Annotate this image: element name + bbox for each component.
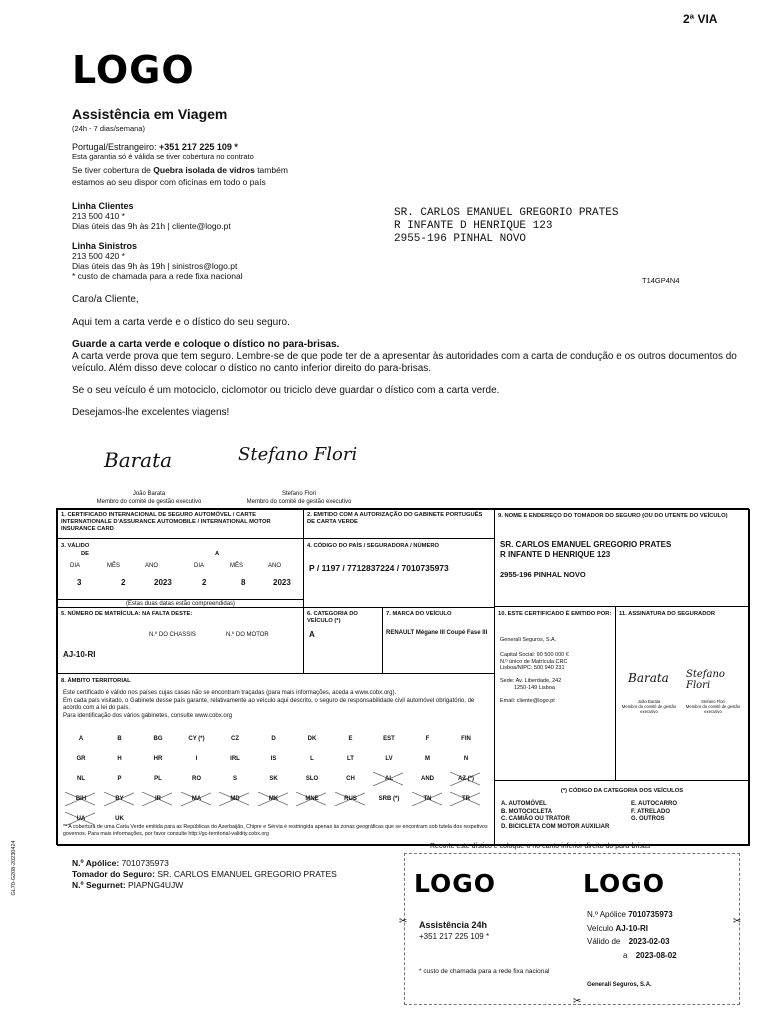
segurnet-label: N.º Segurnet: [72, 880, 126, 890]
insurer-signatory-1 [618, 699, 680, 714]
box-6-label: 6. CATEGORIA DO VEÍCULO (*) [307, 611, 358, 624]
card-box-3 [57, 538, 304, 608]
glass-bold: Quebra isolada de vidros [153, 165, 255, 175]
country-code: MNE [305, 796, 319, 802]
assistance-hours: (24h - 7 dias/semana) [72, 124, 145, 133]
to-day-label: DIA [194, 563, 205, 569]
country-code: H [117, 756, 122, 762]
country-code: LT [347, 756, 354, 762]
category-c: C. CAMIÃO OU TRATOR [501, 816, 570, 822]
assistance-phone-line [72, 142, 392, 152]
valid-to-label: A [215, 551, 220, 557]
card-box-8 [57, 673, 495, 846]
categories-title: (*) CÓDIGO DA CATEGORIA DOS VEÍCULOS [560, 788, 684, 794]
from-day: 3 [77, 578, 82, 587]
country-code: SRB (*) [378, 796, 400, 802]
holder-postal: 2955-196 PINHAL NOVO [500, 570, 586, 579]
holder-name: SR. CARLOS EMANUEL GREGORIO PRATES [500, 540, 672, 549]
country-code: SLO [305, 776, 319, 782]
issuer-seat-2: 1250-149 Lisboa [514, 684, 555, 691]
issuer-capital: Capital Social: 90 500 000 € [500, 651, 569, 658]
claims-footnote: * custo de chamada para a rede fixa nacional [72, 271, 243, 281]
category-b: B. MOTOCICLETA [501, 808, 553, 815]
country-code: CH [346, 776, 355, 782]
country-code: L [310, 756, 314, 762]
country-code: DK [307, 736, 317, 742]
insurer-signature-1: Barata [628, 671, 669, 685]
insurer-signature-2: Stefano Flori [686, 669, 725, 691]
signatory-1-name: João Barata [132, 491, 166, 497]
category-e: E. AUTOCARRO [631, 801, 678, 807]
sticker-valid-line [587, 935, 677, 949]
issuer-seat-1: Sede: Av. Liberdade, 242 [500, 678, 562, 685]
glass-pre: Se tiver cobertura de [72, 165, 154, 175]
country-code: RUS [344, 796, 357, 802]
sticker-logo-right: LOGO [583, 869, 666, 898]
country-code: A [78, 736, 84, 742]
box-11-label: 11. ASSINATURA DO SEGURADOR [619, 611, 716, 617]
sticker-logo-left: LOGO [414, 869, 497, 898]
clients-line-title: Linha Clientes [72, 201, 134, 211]
claims-line-phone: 213 500 420 * [72, 251, 125, 261]
country-code: BIH [75, 796, 87, 802]
signatory-1 [84, 491, 214, 506]
category-a: A. AUTOMÓVEL [501, 801, 547, 807]
issuer-email: Email: cliente@logo.pt [500, 697, 555, 704]
clients-line-hours: Dias úteis das 9h às 21h | cliente@logo.pt [72, 221, 231, 231]
issuer-nipc: Lisboa/NIPC: 500 940 231 [500, 665, 565, 672]
to-year-label: ANO [268, 563, 282, 569]
recipient-street: R INFANTE D HENRIQUE 123 [394, 220, 553, 232]
holder-line [72, 869, 337, 880]
from-month-label: MÊS [107, 563, 121, 569]
country-code: CZ [231, 736, 239, 742]
box-4-label: 4. CÓDIGO DO PAÍS / SEGURADORA / NÚMERO [307, 543, 440, 549]
sticker-valid-label: Válido de [587, 937, 621, 946]
cut-note: Recorte este dístico e coloque-o no canto inferior direito do para-brisas [430, 843, 651, 850]
card-box-6 [303, 607, 383, 674]
sticker-policy-line [587, 908, 677, 922]
box-7-label: 7. MARCA DO VEÍCULO [386, 611, 452, 617]
issuer-name: Generali Seguros, S.A. [500, 637, 557, 643]
holder-label: Tomador do Seguro: [72, 869, 155, 879]
scissors-icon-bottom: ✂ [573, 996, 582, 1007]
recipient-postal-line [394, 233, 618, 246]
country-code: IR [155, 796, 161, 802]
segurnet-value: PIAPNG4UJW [128, 880, 184, 890]
recipient-address [394, 207, 618, 246]
glass-line-2: estamos ao seu dispor com oficinas em todo o país [72, 177, 266, 187]
country-code: EST [383, 736, 395, 742]
country-code: F [425, 736, 430, 742]
policy-line [72, 858, 337, 869]
holder-value: SR. CARLOS EMANUEL GREGORIO PRATES [157, 869, 337, 879]
signature-barata: Barata [104, 448, 173, 472]
box-3-label: 3. VÁLIDO [61, 543, 90, 549]
country-code: P [117, 776, 122, 782]
card-box-4 [303, 538, 495, 608]
signatory-1-role: Membro do comité de gestão executivo [96, 498, 202, 505]
signature-flori: Stefano Flori [238, 444, 358, 465]
country-code: NL [77, 776, 85, 782]
holder-street: R INFANTE D HENRIQUE 123 [500, 550, 611, 559]
letter-para-2: Se o seu veículo é um motociclo, ciclomotor ou triciclo deve guardar o dístico com a carta verde. [72, 385, 500, 396]
vehicle-make: RENAULT Mégane III Coupé Fase III [386, 630, 488, 636]
country-code: BG [153, 736, 163, 742]
glass-line [72, 165, 392, 175]
insurer-signatory-1-role: Membro do comité de gestão executivo [621, 704, 677, 714]
side-code: GL70-G208-20230424 [11, 840, 17, 896]
insurer-signatory-2 [682, 699, 744, 714]
country-code: B [117, 736, 122, 742]
letter-para-1: A carta verde prova que tem seguro. Lembre-se de que pode ter de a apresentar às autoridades com a carta de condução e os outros documentos do veículo. Além disso deve colocar o dístico no canto inferior direito do para-brisas. [72, 351, 737, 374]
signatory-2-name: Stefano Flori [281, 491, 317, 497]
letter-greeting: Caro/a Cliente, [72, 294, 139, 305]
country-code: RO [192, 776, 201, 782]
category-d: D. BICICLETA COM MOTOR AUXILIAR [501, 823, 610, 830]
box-5-label: 5. NÚMERO DE MATRÍCULA: NA FALTA DESTE: [61, 611, 193, 617]
assistance-note: Esta garantia só é válida se tiver cobertura no contrato [72, 152, 254, 161]
country-code: SK [269, 776, 278, 782]
box-10-label: 10. ESTE CERTIFICADO É EMITIDO POR: [498, 611, 612, 617]
country-code: AL [385, 776, 393, 782]
territorial-text-3: Para identificação dos vários gabinetes, consulte www.cobx.org [63, 712, 233, 719]
from-month: 2 [121, 578, 126, 587]
country-code: CY (*) [188, 736, 205, 742]
policy-label: N.º Apólice: [72, 858, 120, 868]
scissors-icon-right: ✂ [733, 916, 742, 927]
valid-from-label: DE [81, 551, 90, 557]
to-month-label: MÊS [230, 563, 244, 569]
issuer-crc: N.º único de Matrícula CRC [500, 658, 568, 665]
card-box-1 [57, 509, 304, 539]
card-box-7 [382, 607, 495, 674]
insurer-signatory-2-role: Membro do comité de gestão executivo [685, 704, 741, 714]
signatory-2-role: Membro do comité de gestão executivo [246, 498, 352, 505]
territorial-text-2: Em cada país visitado, o Gabinete desse país garante, relativamente ao veículo aqui descrito, o seguro de responsabilidade civil automóvel obrigatório, de acordo com a lei do país. [63, 697, 475, 711]
country-code: E [348, 736, 353, 742]
country-code: HR [153, 756, 163, 762]
sticker-to-label: a [623, 950, 628, 960]
scissors-icon-left: ✂ [399, 916, 408, 927]
sticker-assist-phone: +351 217 225 109 * [419, 932, 490, 941]
sticker-valid-to: 2023-08-02 [635, 950, 677, 960]
country-code: I [195, 756, 198, 762]
from-year: 2023 [154, 578, 172, 587]
sticker-vehicle-line [587, 922, 677, 936]
copy-label: 2ª VIA [683, 12, 718, 26]
to-day: 2 [202, 578, 207, 587]
from-day-label: DIA [70, 563, 81, 569]
country-code: MK [268, 796, 279, 802]
sticker-vehicle: AJ-10-RI [615, 923, 648, 933]
card-box-9 [494, 509, 750, 607]
assistance-phone: +351 217 225 109 * [159, 142, 238, 152]
territorial-text-1: Este certificado é válido nos países cujas casas não se encontram traçadas (para mais informações, aceda a www.cobx.org). [63, 690, 397, 696]
country-code: LV [385, 756, 393, 762]
issuer-info [500, 637, 569, 705]
claims-line-title: Linha Sinistros [72, 241, 138, 251]
assistance-title: Assistência em Viagem [72, 106, 228, 122]
company-logo: LOGO [72, 48, 195, 92]
card-box-5 [57, 607, 304, 674]
sticker-policy: 7010735973 [628, 910, 673, 919]
insurer-signatory-1-name: João Barata [637, 699, 661, 704]
from-year-label: ANO [145, 563, 159, 569]
box-8-label: 8. ÂMBITO TERRITORIAL [61, 678, 131, 684]
letter-intro: Aqui tem a carta verde e o dístico do seu seguro. [72, 317, 290, 328]
sticker-insurer: Generali Seguros, S.A. [587, 982, 652, 988]
signatory-2 [234, 491, 364, 506]
category-g: G. OUTROS [631, 816, 665, 822]
sticker-vehicle-label: Veículo [587, 923, 614, 933]
green-card [56, 508, 749, 845]
dates-note: (Estas duas datas estão compreendidas) [58, 599, 303, 609]
policy-number: 7010735973 [121, 858, 169, 868]
recipient-name: SR. CARLOS EMANUEL GREGORIO PRATES [394, 207, 619, 219]
category-f: F. ATRELADO [631, 808, 670, 815]
country-code: M [425, 756, 430, 762]
country-code: UK [115, 816, 124, 822]
insurer-signatory-2-name: Stefano Flori [701, 699, 725, 704]
country-code: IS [270, 756, 277, 762]
motor-label: N.º DO MOTOR [226, 632, 269, 638]
country-code: D [271, 736, 276, 742]
country-code: TR [462, 796, 470, 802]
to-month: 8 [241, 578, 246, 587]
country-code: S [232, 776, 237, 782]
country-code: MA [191, 796, 202, 802]
letter-body [72, 294, 740, 419]
letter-closing: Desejamos-lhe excelentes viagens! [72, 407, 230, 418]
country-code: N [463, 756, 469, 762]
sticker-details [587, 908, 677, 962]
sticker-valid-from: 2023-02-03 [628, 937, 670, 946]
vehicle-category: A [309, 630, 315, 639]
categories-right [631, 801, 677, 824]
plate-number: AJ-10-RI [63, 650, 96, 659]
country-code: UA [76, 816, 86, 822]
country-code: IRL [230, 756, 240, 762]
country-code: FIN [461, 736, 471, 742]
country-code: AZ (*) [458, 776, 474, 782]
country-code: MD [230, 796, 240, 802]
assistance-phone-prefix: Portugal/Estrangeiro: [72, 142, 160, 152]
to-year: 2023 [273, 578, 291, 587]
chassis-label: N.º DO CHASSIS [149, 632, 196, 638]
country-code: PL [154, 776, 162, 782]
sticker-assist-title: Assistência 24h [419, 920, 488, 930]
recipient-city: PINHAL NOVO [453, 233, 527, 245]
country-code: TN [423, 796, 432, 802]
territorial-text [63, 690, 491, 720]
country-code: BY [115, 796, 124, 802]
claims-line-hours: Dias úteis das 9h às 19h | sinistros@logo.pt [72, 261, 238, 271]
sticker-policy-label: N.º Apólice [587, 910, 626, 919]
reference-code: T14GP4N4 [642, 276, 680, 285]
box-1-label: 1. CERTIFICADO INTERNACIONAL DE SEGURO AUTOMÓVEL / CARTE INTERNATIONALE D'ASSURANCE AUTOMOBILE / INTERNATIONAL MOTOR INSURANCE CARD [61, 512, 271, 532]
sticker-to-line [587, 949, 677, 963]
card-box-11 [615, 606, 750, 781]
sticker [399, 853, 742, 1007]
vehicle-categories [494, 780, 750, 846]
country-code: AND [421, 776, 434, 782]
recipient-postal: 2955-196 [394, 233, 447, 245]
box-2-label: 2. EMITIDO COM A AUTORIZAÇÃO DO GABINETE PORTUGUÊS DE CARTA VERDE [307, 512, 483, 525]
card-box-10 [494, 606, 616, 781]
box-9-label: 9. NOME E ENDEREÇO DO TOMADOR DO SEGURO (OU DO UTENTE DO VEÍCULO) [498, 513, 728, 519]
card-box-2 [303, 509, 495, 539]
letter-bold: Guarde a carta verde e coloque o dístico no para-brisas. [72, 339, 340, 350]
policy-info [72, 858, 337, 891]
segurnet-line [72, 880, 337, 891]
country-code: GR [76, 756, 86, 762]
sticker-assist-note: * custo de chamada para a rede fixa nacional [419, 968, 550, 975]
glass-post: também [254, 165, 288, 175]
assistance-block [72, 106, 392, 281]
territorial-footnote: ** A cobertura de uma Carta Verde emitida para as Repúblicas do Azerbaijão, Chipre e Sérvia é restringida apenas às zonas geográficas que se encontram sob tutela dos respetivos governos. Para mais informações, por favor consulte http://gc-territorial-validity.cobx.org [63, 824, 488, 837]
categories-left [501, 801, 609, 831]
policy-code: P / 1197 / 7712837224 / 7010735973 [309, 563, 449, 573]
clients-line-phone: 213 500 410 * [72, 211, 125, 221]
